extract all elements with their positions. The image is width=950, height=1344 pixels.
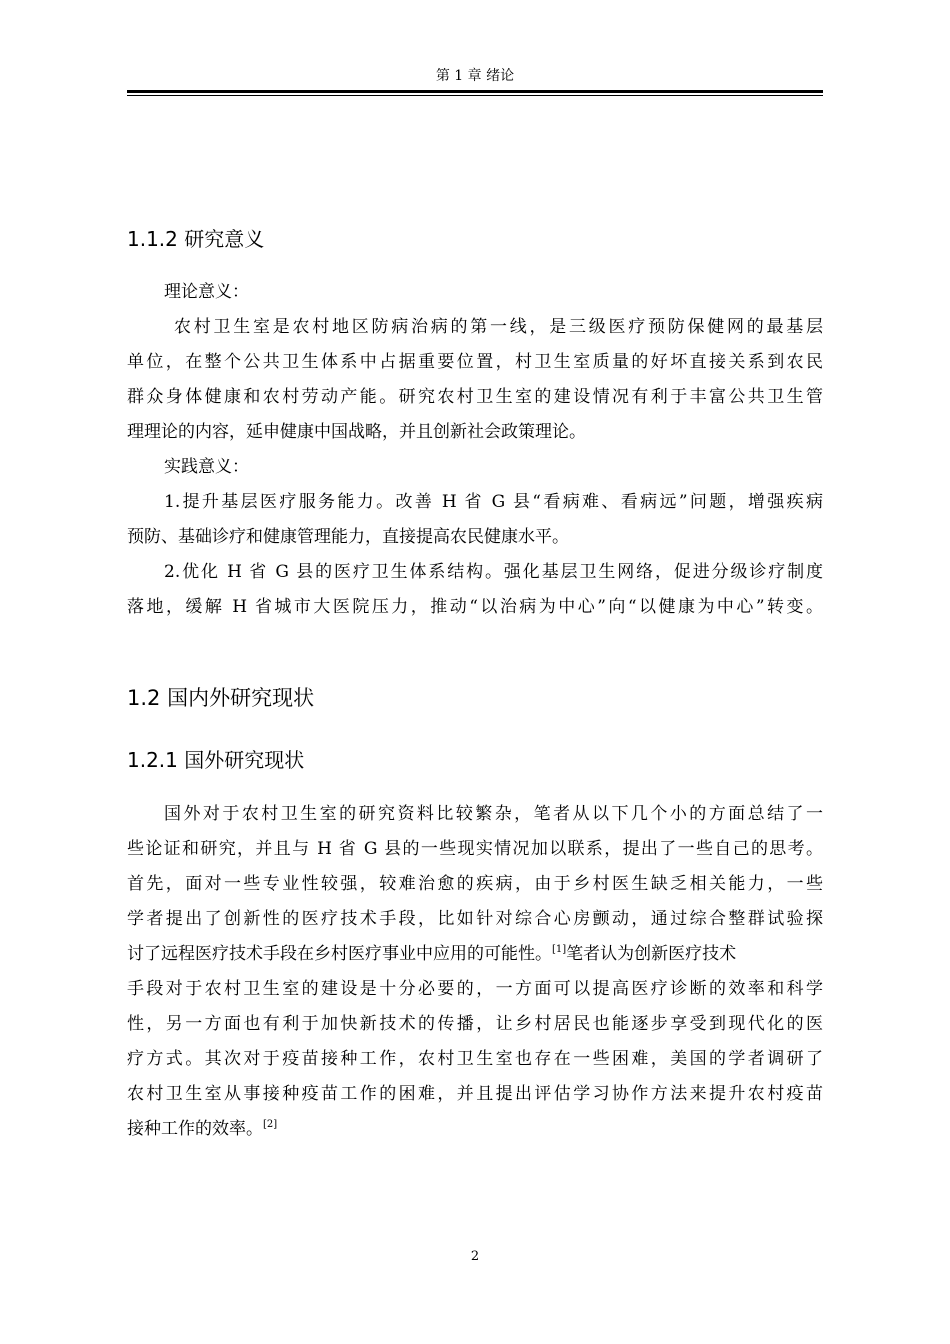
running-header: 第 1 章 绪论 (435, 68, 515, 84)
header-rule-thin (127, 95, 823, 96)
text-line: 疗方式。其次对于疫苗接种工作，农村卫生室也存在一些困难，美国的学者调研了 (127, 1049, 823, 1069)
text-line: 群众身体健康和农村劳动产能。研究农村卫生室的建设情况有利于丰富公共卫生管 (127, 387, 823, 407)
section-heading-1-2-1: 1.2.1 国外研究现状 (127, 748, 305, 772)
section-heading-1-1-2: 1.1.2 研究意义 (127, 227, 265, 251)
text-line: 理理论的内容，延申健康中国战略，并且创新社会政策理论。 (127, 422, 586, 442)
text-line: 些论证和研究，并且与 H 省 G 县的一些现实情况加以联系，提出了一些自己的思考。 (127, 839, 823, 859)
text-line: 落地，缓解 H 省城市大医院压力，推动“以治病为中心”向“以健康为中心”转变。 (127, 597, 823, 617)
text-line: 预防、基础诊疗和健康管理能力，直接提高农民健康水平。 (127, 527, 569, 547)
text-line: 2.优化 H 省 G 县的医疗卫生体系结构。强化基层卫生网络，促进分级诊疗制度 (164, 562, 823, 582)
text-segment: 笔者认为创新医疗技术 (566, 944, 737, 964)
page-number: 2 (470, 1249, 480, 1264)
header-rule-thick (127, 90, 823, 93)
text-line: 手段对于农村卫生室的建设是十分必要的，一方面可以提高医疗诊断的效率和科学 (127, 979, 823, 999)
section-heading-1-2: 1.2 国内外研究现状 (127, 686, 315, 710)
citation-ref-2[interactable]: [2] (263, 1119, 278, 1130)
practice-label: 实践意义： (164, 457, 249, 477)
text-line: 性，另一方面也有利于加快新技术的传播，让乡村居民也能逐步享受到现代化的医 (127, 1014, 823, 1034)
theory-label: 理论意义： (164, 282, 249, 302)
text-segment: 接种工作的效率。 (127, 1119, 263, 1139)
text-line: 学者提出了创新性的医疗技术手段，比如针对综合心房颤动，通过综合整群试验探 (127, 909, 823, 929)
text-line: 首先，面对一些专业性较强，较难治愈的疾病，由于乡村医生缺乏相关能力，一些 (127, 874, 823, 894)
text-line: 农村卫生室是农村地区防病治病的第一线，是三级医疗预防保健网的最基层 (174, 317, 823, 337)
text-segment: 讨了远程医疗技术手段在乡村医疗事业中应用的可能性。 (127, 944, 552, 964)
text-line: 农村卫生室从事接种疫苗工作的困难，并且提出评估学习协作方法来提升农村疫苗 (127, 1084, 823, 1104)
text-line: 单位，在整个公共卫生体系中占据重要位置，村卫生室质量的好坏直接关系到农民 (127, 352, 823, 372)
text-line: 国外对于农村卫生室的研究资料比较繁杂，笔者从以下几个小的方面总结了一 (164, 804, 823, 824)
text-line (127, 942, 736, 966)
citation-ref-1[interactable]: [1] (552, 944, 567, 955)
text-line: 1.提升基层医疗服务能力。改善 H 省 G 县“看病难、看病远”问题，增强疾病 (164, 492, 823, 512)
text-line (127, 1117, 277, 1141)
